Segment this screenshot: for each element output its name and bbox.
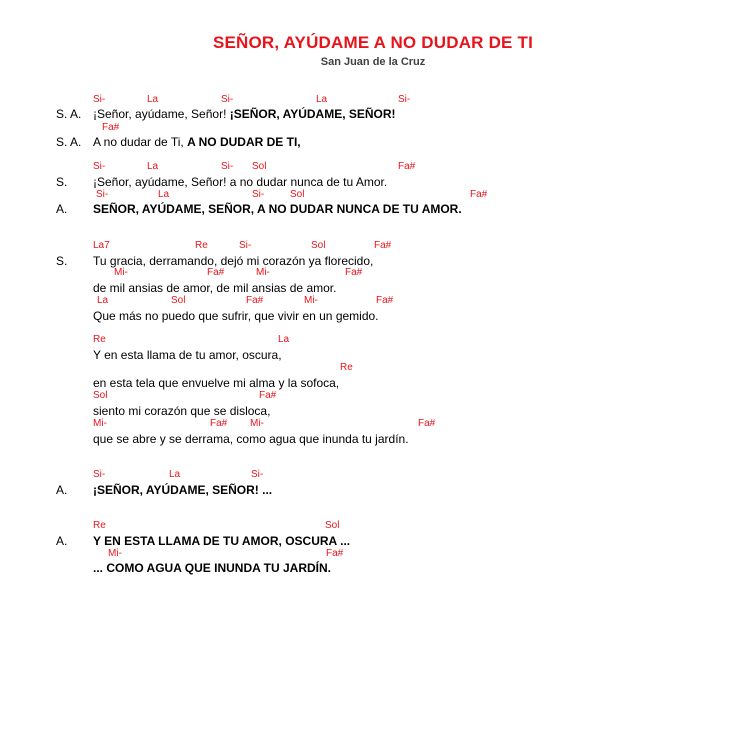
lyric-plain: Tu gracia, derramando, dejó mi corazón ya florecido,	[93, 254, 374, 268]
chord: Si-	[251, 469, 264, 480]
chord: Re	[340, 362, 353, 373]
chord: Si-	[96, 189, 109, 200]
chord: La	[97, 295, 109, 306]
lyric-line	[93, 107, 396, 121]
chord: Re	[93, 520, 106, 531]
chord-row	[0, 469, 746, 481]
lyric-bold: ... COMO AGUA QUE INUNDA TU JARDÍN.	[93, 561, 332, 575]
lyric-plain: ¡Señor, ayúdame, Señor!	[93, 107, 230, 121]
lyric-plain: siento mi corazón que se disloca,	[93, 404, 271, 418]
chord: Sol	[290, 189, 305, 200]
chord-row	[0, 334, 746, 346]
lyric-line	[93, 175, 387, 189]
chord: Fa#	[376, 295, 394, 306]
lyric-line	[93, 202, 462, 216]
lyric-plain: que se abre y se derrama, como agua que inunda tu jardín.	[93, 432, 409, 446]
lyric-line	[93, 561, 331, 575]
singer-tag: A.	[56, 483, 68, 497]
singer-tag: S. A.	[56, 107, 82, 121]
chord: Sol	[93, 390, 108, 401]
lyric-plain: Y en esta llama de tu amor, oscura,	[93, 348, 282, 362]
chord: Re	[93, 334, 106, 345]
chord: Mi-	[304, 295, 318, 306]
chord-row	[0, 122, 746, 134]
lyric-bold: SEÑOR, AYÚDAME, SEÑOR, A NO DUDAR NUNCA DE TU AMOR.	[93, 202, 462, 216]
chord: La	[147, 94, 159, 105]
lyric-bold: A NO DUDAR DE TI,	[187, 135, 301, 149]
lyric-line	[93, 348, 282, 362]
lyric-plain: A no dudar de Ti,	[93, 135, 188, 149]
chord: Si-	[398, 94, 411, 105]
lyric-plain: Que más no puedo que sufrir, que vivir en un gemido.	[93, 309, 379, 323]
chord: Si-	[221, 94, 234, 105]
lyric-line	[93, 432, 409, 446]
chord: Mi-	[256, 267, 270, 278]
chord-row	[0, 390, 746, 402]
chord: Fa#	[210, 418, 228, 429]
singer-tag: A.	[56, 534, 68, 548]
lyric-line	[93, 483, 272, 497]
chord: Si-	[239, 240, 252, 251]
chord-row	[0, 161, 746, 173]
lyric-line	[93, 376, 339, 390]
chord: Fa#	[470, 189, 488, 200]
chord: Si-	[93, 469, 106, 480]
lyric-line	[93, 404, 270, 418]
song-author: San Juan de la Cruz	[320, 56, 426, 68]
chord-row	[0, 548, 746, 560]
chord: La	[316, 94, 328, 105]
chord: Fa#	[345, 267, 363, 278]
chord: Fa#	[418, 418, 436, 429]
singer-tag: S. A.	[56, 135, 82, 149]
chord: La	[158, 189, 170, 200]
singer-tag: S.	[56, 254, 68, 268]
chord-row	[0, 94, 746, 106]
chord-row	[0, 362, 746, 374]
lyric-bold: Y EN ESTA LLAMA DE TU AMOR, OSCURA ...	[93, 534, 351, 548]
chord: Fa#	[207, 267, 225, 278]
chord-row	[0, 240, 746, 252]
chord: Fa#	[102, 122, 120, 133]
lyric-plain: ¡Señor, ayúdame, Señor! a no dudar nunca de tu Amor.	[93, 175, 388, 189]
lyric-bold: ¡SEÑOR, AYÚDAME, SEÑOR! ...	[93, 483, 273, 497]
lyric-line	[93, 309, 379, 323]
lyric-plain: en esta tela que envuelve mi alma y la sofoca,	[93, 376, 340, 390]
chord: Si-	[221, 161, 234, 172]
chord: La	[278, 334, 290, 345]
lyric-line	[93, 534, 350, 548]
chord-row	[0, 295, 746, 307]
chord-row	[0, 418, 746, 430]
chord: Re	[195, 240, 208, 251]
chord: Sol	[311, 240, 326, 251]
lyric-line	[93, 281, 336, 295]
chord: La7	[93, 240, 110, 251]
chord-row	[0, 520, 746, 532]
chord: La	[147, 161, 159, 172]
chord: Sol	[325, 520, 340, 531]
singer-tag: S.	[56, 175, 68, 189]
chord: Sol	[252, 161, 267, 172]
chord: Fa#	[246, 295, 264, 306]
chord: Fa#	[374, 240, 392, 251]
chord: Fa#	[259, 390, 277, 401]
song-title: SEÑOR, AYÚDAME A NO DUDAR DE TI	[212, 33, 534, 52]
chord: Si-	[93, 161, 106, 172]
lyric-line	[93, 135, 301, 149]
chord: Fa#	[398, 161, 416, 172]
chord: Si-	[93, 94, 106, 105]
singer-tag: A.	[56, 202, 68, 216]
lyric-bold: ¡SEÑOR, AYÚDAME, SEÑOR!	[229, 107, 396, 121]
chord: La	[169, 469, 181, 480]
chord: Mi-	[250, 418, 264, 429]
chord: Mi-	[93, 418, 107, 429]
chord-row	[0, 267, 746, 279]
chord: Fa#	[326, 548, 344, 559]
lyric-line	[93, 254, 373, 268]
chord: Mi-	[114, 267, 128, 278]
lyric-plain: de mil ansias de amor, de mil ansias de amor.	[93, 281, 337, 295]
chord: Si-	[252, 189, 265, 200]
chord: Mi-	[108, 548, 122, 559]
chord: Sol	[171, 295, 186, 306]
chord-row	[0, 189, 746, 201]
